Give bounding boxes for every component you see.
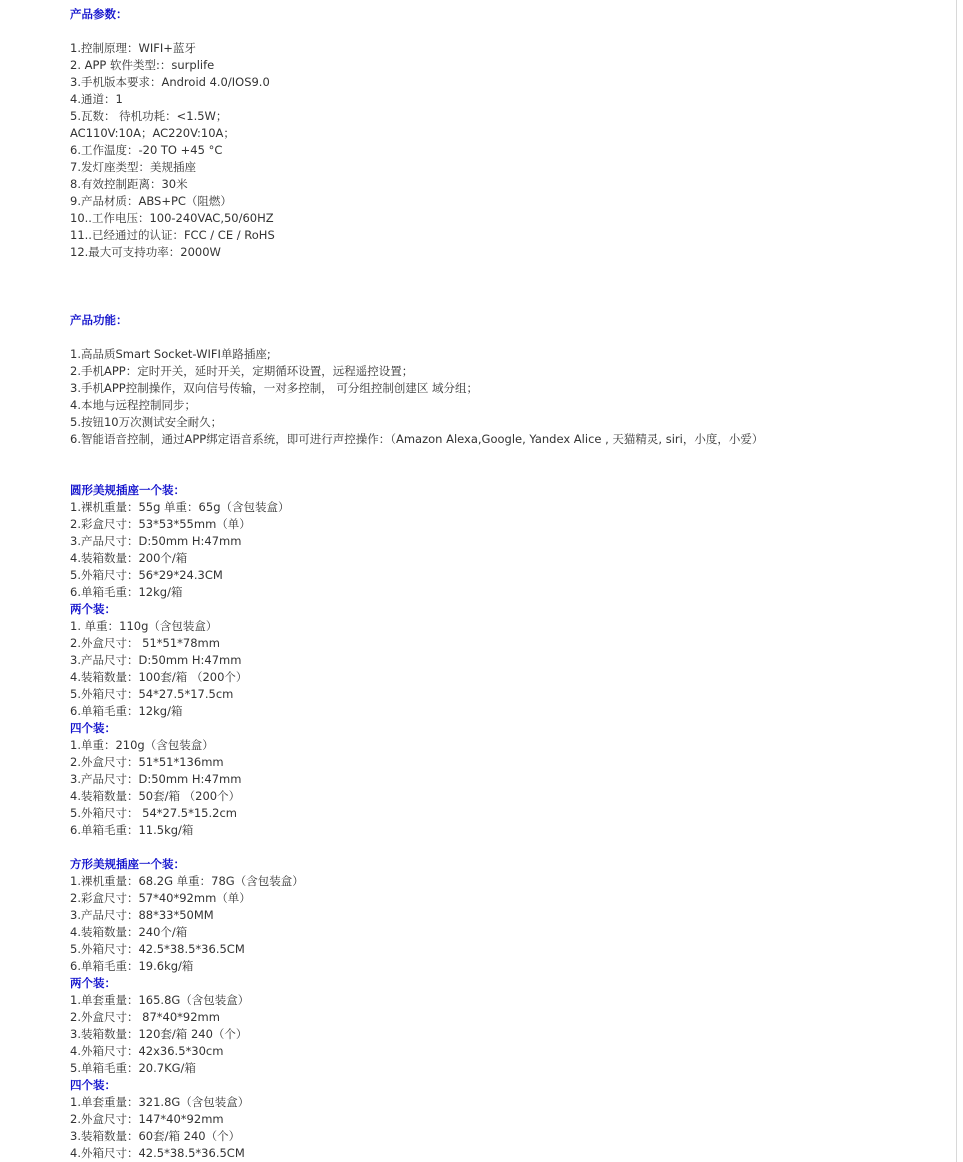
round-quad-item: 1.单重：210g（含包装盒） bbox=[70, 738, 214, 752]
round-single-item: 5.外箱尺寸：56*29*24.3CM bbox=[70, 568, 223, 582]
round-single-item: 6.单箱毛重：12kg/箱 bbox=[70, 585, 183, 599]
round-single-item: 4.装箱数量：200个/箱 bbox=[70, 551, 188, 565]
square-single-item: 4.装箱数量：240个/箱 bbox=[70, 925, 188, 939]
params-item: 9.产品材质：ABS+PC（阻燃） bbox=[70, 194, 232, 208]
square-quad-item: 1.单套重量：321.8G（含包装盒） bbox=[70, 1095, 250, 1109]
square-single-item: 5.外箱尺寸：42.5*38.5*36.5CM bbox=[70, 942, 245, 956]
spacer bbox=[70, 448, 950, 465]
square-quad-list bbox=[70, 1094, 950, 1162]
spacer bbox=[70, 261, 950, 312]
round-double-heading: 两个装： bbox=[70, 602, 116, 616]
square-double-heading: 两个装： bbox=[70, 976, 116, 990]
features-item: 4.本地与远程控制同步； bbox=[70, 398, 196, 412]
round-double-list bbox=[70, 618, 950, 720]
square-double-list bbox=[70, 992, 950, 1077]
params-list bbox=[70, 40, 950, 261]
round-quad-item: 4.装箱数量：50套/箱 （200个） bbox=[70, 789, 241, 803]
round-single-heading: 圆形美规插座一个装： bbox=[70, 483, 185, 497]
square-quad-heading: 四个装： bbox=[70, 1078, 116, 1092]
round-quad-list bbox=[70, 737, 950, 839]
round-single-item: 3.产品尺寸：D:50mm H:47mm bbox=[70, 534, 242, 548]
features-item: 5.按钮10万次测试安全耐久； bbox=[70, 415, 223, 429]
square-double-item: 5.单箱毛重：20.7KG/箱 bbox=[70, 1061, 196, 1075]
features-heading: 产品功能： bbox=[70, 313, 128, 327]
square-quad-item: 4.外箱尺寸：42.5*38.5*36.5CM bbox=[70, 1146, 245, 1160]
features-item: 1.高品质Smart Socket-WIFI单路插座; bbox=[70, 347, 271, 361]
params-item: 2. APP 软件类型:：surplife bbox=[70, 58, 215, 72]
square-double-item: 1.单套重量：165.8G（含包装盒） bbox=[70, 993, 250, 1007]
features-item: 2.手机APP：定时开关，延时开关，定期循环设置，远程遥控设置； bbox=[70, 364, 414, 378]
round-double-item: 6.单箱毛重：12kg/箱 bbox=[70, 704, 183, 718]
round-quad-item: 5.外箱尺寸： 54*27.5*15.2cm bbox=[70, 806, 237, 820]
square-single-item: 6.单箱毛重：19.6kg/箱 bbox=[70, 959, 194, 973]
params-item: 4.通道：1 bbox=[70, 92, 123, 106]
spacer bbox=[70, 23, 950, 40]
params-item: 12.最大可支持功率：2000W bbox=[70, 245, 221, 259]
params-item: AC110V:10A；AC220V:10A； bbox=[70, 126, 235, 140]
round-double-item: 2.外盒尺寸： 51*51*78mm bbox=[70, 636, 220, 650]
features-item: 6.智能语音控制，通过APP绑定语音系统，即可进行声控操作：（Amazon Alexa,Google, Yandex Alice , 天猫精灵, siri，小度，小爱） bbox=[70, 432, 764, 446]
round-double-item: 4.装箱数量：100套/箱 （200个） bbox=[70, 670, 248, 684]
params-item: 11..已经通过的认证：FCC / CE / RoHS bbox=[70, 228, 275, 242]
round-quad-heading: 四个装： bbox=[70, 721, 116, 735]
params-item: 3.手机版本要求：Android 4.0/IOS9.0 bbox=[70, 75, 270, 89]
page-divider bbox=[956, 0, 957, 1162]
params-item: 6.工作温度：-20 TO +45 °C bbox=[70, 143, 223, 157]
square-single-heading: 方形美规插座一个装： bbox=[70, 857, 185, 871]
square-double-item: 2.外盒尺寸： 87*40*92mm bbox=[70, 1010, 220, 1024]
square-quad-item: 3.装箱数量：60套/箱 240（个） bbox=[70, 1129, 241, 1143]
square-double-item: 4.外箱尺寸：42x36.5*30cm bbox=[70, 1044, 224, 1058]
round-double-item: 5.外箱尺寸：54*27.5*17.5cm bbox=[70, 687, 234, 701]
round-single-list bbox=[70, 499, 950, 601]
params-heading: 产品参数： bbox=[70, 7, 128, 21]
params-item: 1.控制原理：WIFI+蓝牙 bbox=[70, 41, 196, 55]
square-single-item: 1.裸机重量：68.2G 单重：78G（含包装盒） bbox=[70, 874, 304, 888]
spec-content bbox=[70, 6, 950, 1162]
params-item: 8.有效控制距离：30米 bbox=[70, 177, 188, 191]
round-quad-item: 2.外盒尺寸：51*51*136mm bbox=[70, 755, 224, 769]
params-item: 10..工作电压：100-240VAC,50/60HZ bbox=[70, 211, 274, 225]
round-quad-item: 6.单箱毛重：11.5kg/箱 bbox=[70, 823, 194, 837]
round-double-item: 3.产品尺寸：D:50mm H:47mm bbox=[70, 653, 242, 667]
square-quad-item: 2.外盒尺寸：147*40*92mm bbox=[70, 1112, 224, 1126]
square-single-list bbox=[70, 873, 950, 975]
round-single-item: 1.裸机重量：55g 单重：65g（含包装盒） bbox=[70, 500, 290, 514]
square-single-item: 3.产品尺寸：88*33*50MM bbox=[70, 908, 214, 922]
square-single-item: 2.彩盒尺寸：57*40*92mm（单） bbox=[70, 891, 251, 905]
spacer bbox=[70, 329, 950, 346]
spacer bbox=[70, 839, 950, 856]
square-double-item: 3.装箱数量：120套/箱 240（个） bbox=[70, 1027, 248, 1041]
features-list bbox=[70, 346, 950, 448]
params-item: 5.瓦数： 待机功耗：<1.5W； bbox=[70, 109, 228, 123]
round-quad-item: 3.产品尺寸：D:50mm H:47mm bbox=[70, 772, 242, 786]
params-item: 7.发灯座类型：美规插座 bbox=[70, 160, 196, 174]
features-item: 3.手机APP控制操作，双向信号传输，一对多控制， 可分组控制创建区 域分组； bbox=[70, 381, 479, 395]
round-single-item: 2.彩盒尺寸：53*53*55mm（单） bbox=[70, 517, 251, 531]
round-double-item: 1. 单重：110g（含包装盒） bbox=[70, 619, 218, 633]
spacer bbox=[70, 465, 950, 482]
